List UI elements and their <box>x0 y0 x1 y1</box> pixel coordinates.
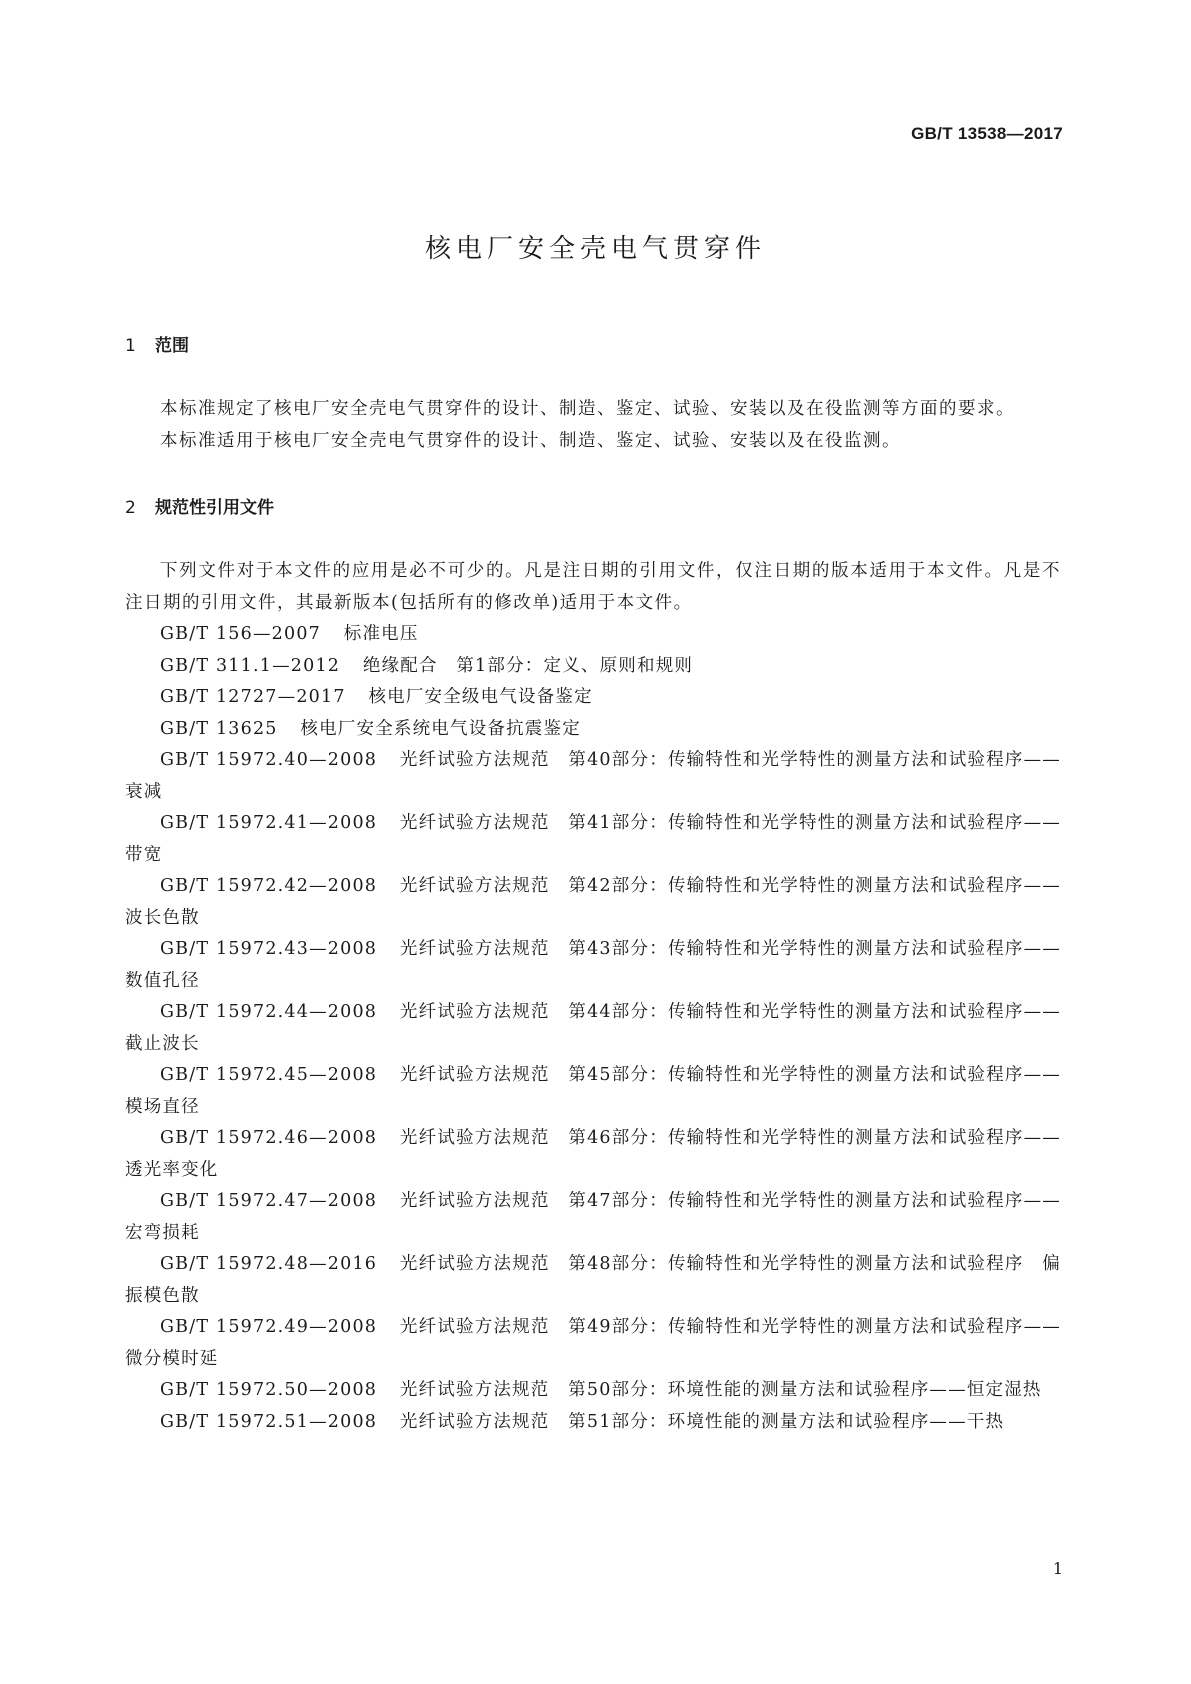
reference-title: 绝缘配合 第1部分：定义、原则和规则 <box>362 655 694 676</box>
reference-title: 光纤试验方法规范 第42部分：传输特性和光学特性的测量方法和试验程序——波长色散 <box>125 876 1062 928</box>
reference-title: 核电厂安全系统电气设备抗震鉴定 <box>300 718 581 739</box>
reference-title: 光纤试验方法规范 第44部分：传输特性和光学特性的测量方法和试验程序——截止波长 <box>125 1002 1062 1054</box>
reference-code: GB/T 15972.42—2008 <box>160 876 378 896</box>
scope-paragraph: 本标准适用于核电厂安全壳电气贯穿件的设计、制造、鉴定、试验、安装以及在役监测。 <box>160 430 901 451</box>
section-title: 范围 <box>155 336 189 356</box>
reference-title: 光纤试验方法规范 第49部分：传输特性和光学特性的测量方法和试验程序——微分模时延 <box>125 1317 1062 1369</box>
reference-title: 光纤试验方法规范 第51部分：环境性能的测量方法和试验程序——干热 <box>399 1411 1005 1432</box>
reference-code: GB/T 13625 <box>160 718 278 739</box>
reference-item <box>125 619 1061 651</box>
reference-item <box>125 808 1061 871</box>
reference-item <box>125 714 1061 746</box>
reference-item <box>125 1123 1061 1186</box>
section-number: 1 <box>125 336 136 356</box>
reference-item <box>125 934 1061 997</box>
reference-code: GB/T 311.1—2012 <box>160 655 341 676</box>
reference-code: GB/T 15972.48—2016 <box>160 1254 378 1274</box>
reference-item <box>125 1060 1061 1123</box>
reference-item <box>125 1312 1061 1375</box>
reference-code: GB/T 15972.46—2008 <box>160 1128 378 1148</box>
reference-code: GB/T 15972.41—2008 <box>160 813 378 833</box>
reference-title: 光纤试验方法规范 第48部分：传输特性和光学特性的测量方法和试验程序 偏振模色散 <box>125 1254 1062 1306</box>
page-number: 1 <box>1052 1559 1063 1578</box>
reference-title: 标准电压 <box>343 624 419 644</box>
reference-item <box>125 682 1061 714</box>
reference-title: 光纤试验方法规范 第43部分：传输特性和光学特性的测量方法和试验程序——数值孔径 <box>125 939 1062 991</box>
section-title: 规范性引用文件 <box>155 498 274 518</box>
reference-code: GB/T 15972.45—2008 <box>160 1065 378 1085</box>
reference-title: 光纤试验方法规范 第46部分：传输特性和光学特性的测量方法和试验程序——透光率变化 <box>125 1128 1062 1180</box>
reference-item <box>125 651 1061 683</box>
reference-code: GB/T 15972.51—2008 <box>160 1411 378 1432</box>
reference-item <box>125 1249 1061 1312</box>
reference-code: GB/T 156—2007 <box>160 624 322 644</box>
references-intro: 下列文件对于本文件的应用是必不可少的。凡是注日期的引用文件，仅注日期的版本适用于本文件。凡是不注日期的引用文件，其最新版本(包括所有的修改单)适用于本文件。 <box>125 561 1061 613</box>
document-title: 核电厂安全壳电气贯穿件 <box>424 234 766 264</box>
scope-paragraph: 本标准规定了核电厂安全壳电气贯穿件的设计、制造、鉴定、试验、安装以及在役监测等方面的要求。 <box>160 399 1015 419</box>
standard-code: GB/T 13538—2017 <box>911 124 1063 143</box>
reference-title: 光纤试验方法规范 第40部分：传输特性和光学特性的测量方法和试验程序——衰减 <box>125 750 1062 802</box>
reference-code: GB/T 15972.40—2008 <box>160 750 378 770</box>
section-heading-normative-references <box>125 492 1061 524</box>
reference-item <box>125 997 1061 1060</box>
section-heading-scope <box>125 330 1061 362</box>
reference-item <box>125 1407 1061 1439</box>
reference-title: 光纤试验方法规范 第50部分：环境性能的测量方法和试验程序——恒定湿热 <box>399 1380 1042 1400</box>
reference-item <box>125 871 1061 934</box>
reference-item <box>125 1186 1061 1249</box>
reference-code: GB/T 15972.49—2008 <box>160 1317 378 1337</box>
reference-code: GB/T 12727—2017 <box>160 687 346 707</box>
reference-list <box>125 619 1061 1438</box>
document-body <box>125 330 1061 1438</box>
reference-item <box>125 1375 1061 1407</box>
reference-code: GB/T 15972.44—2008 <box>160 1002 378 1022</box>
reference-title: 光纤试验方法规范 第41部分：传输特性和光学特性的测量方法和试验程序——带宽 <box>125 813 1062 865</box>
reference-code: GB/T 15972.50—2008 <box>160 1380 378 1400</box>
reference-code: GB/T 15972.47—2008 <box>160 1191 378 1211</box>
reference-title: 光纤试验方法规范 第47部分：传输特性和光学特性的测量方法和试验程序——宏弯损耗 <box>125 1191 1062 1243</box>
reference-title: 光纤试验方法规范 第45部分：传输特性和光学特性的测量方法和试验程序——模场直径 <box>125 1065 1062 1117</box>
reference-item <box>125 745 1061 808</box>
reference-title: 核电厂安全级电气设备鉴定 <box>368 687 593 707</box>
section-number: 2 <box>125 498 136 518</box>
reference-code: GB/T 15972.43—2008 <box>160 939 378 959</box>
